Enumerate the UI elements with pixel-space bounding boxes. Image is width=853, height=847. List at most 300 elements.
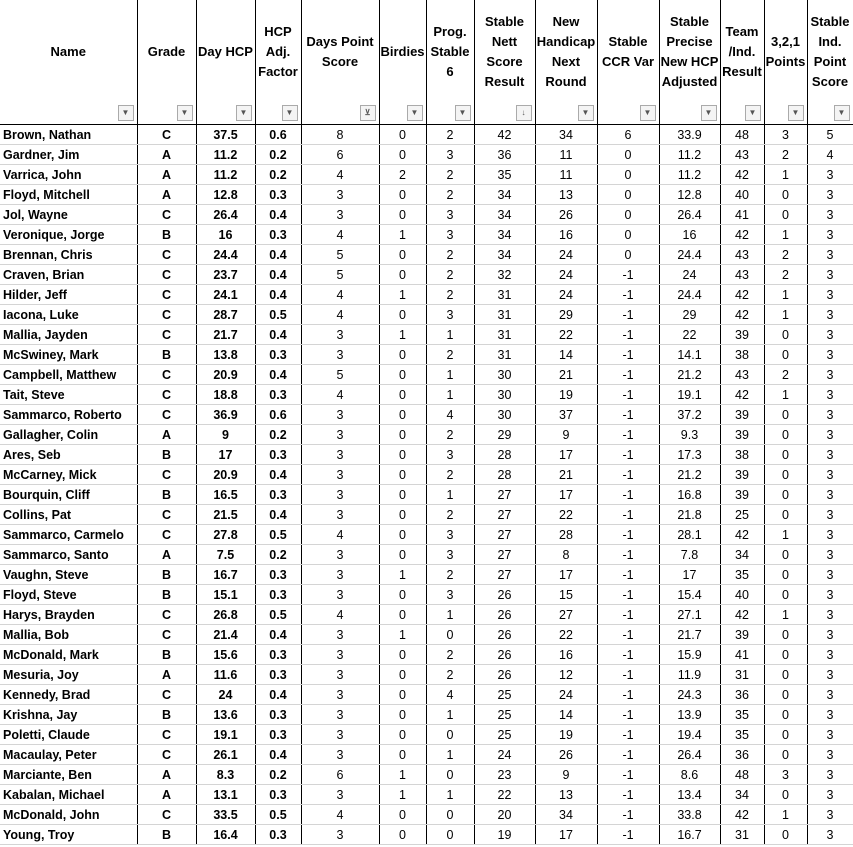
- table-cell[interactable]: 25: [474, 705, 535, 725]
- table-cell[interactable]: 41: [720, 205, 764, 225]
- table-cell[interactable]: 21.7: [196, 325, 255, 345]
- table-cell[interactable]: 20: [474, 805, 535, 825]
- table-cell[interactable]: 27: [474, 545, 535, 565]
- table-cell[interactable]: 3: [807, 785, 853, 805]
- table-cell[interactable]: 0.4: [255, 625, 301, 645]
- table-cell[interactable]: 0: [379, 505, 426, 525]
- table-cell[interactable]: 21.2: [659, 365, 720, 385]
- table-cell[interactable]: 0.3: [255, 345, 301, 365]
- table-cell[interactable]: 39: [720, 425, 764, 445]
- table-cell[interactable]: 37.5: [196, 125, 255, 145]
- table-cell[interactable]: 0.2: [255, 425, 301, 445]
- table-cell[interactable]: 0: [764, 485, 807, 505]
- table-cell[interactable]: 5: [807, 125, 853, 145]
- table-cell[interactable]: 6: [597, 125, 659, 145]
- table-cell[interactable]: 0: [379, 725, 426, 745]
- table-cell[interactable]: 28: [474, 465, 535, 485]
- dropdown-icon[interactable]: ▼: [407, 105, 423, 121]
- player-name-cell[interactable]: Sammarco, Santo: [0, 545, 137, 565]
- table-cell[interactable]: 3: [807, 725, 853, 745]
- table-cell[interactable]: 0.5: [255, 305, 301, 325]
- table-cell[interactable]: 3: [807, 365, 853, 385]
- table-cell[interactable]: 3: [807, 225, 853, 245]
- table-cell[interactable]: 42: [720, 385, 764, 405]
- table-cell[interactable]: 0: [764, 325, 807, 345]
- table-cell[interactable]: 0.3: [255, 585, 301, 605]
- table-cell[interactable]: 0: [379, 525, 426, 545]
- table-cell[interactable]: 0.5: [255, 525, 301, 545]
- table-cell[interactable]: 43: [720, 265, 764, 285]
- table-cell[interactable]: -1: [597, 325, 659, 345]
- table-cell[interactable]: 30: [474, 365, 535, 385]
- table-cell[interactable]: 17: [535, 445, 597, 465]
- table-cell[interactable]: 3: [301, 505, 379, 525]
- table-cell[interactable]: 3: [301, 485, 379, 505]
- table-cell[interactable]: 11: [535, 145, 597, 165]
- table-cell[interactable]: 3: [426, 225, 474, 245]
- dropdown-icon[interactable]: ▼: [236, 105, 252, 121]
- table-cell[interactable]: 0: [764, 645, 807, 665]
- table-cell[interactable]: 17: [535, 485, 597, 505]
- table-cell[interactable]: 24.4: [659, 285, 720, 305]
- table-cell[interactable]: 39: [720, 625, 764, 645]
- table-cell[interactable]: B: [137, 345, 196, 365]
- table-cell[interactable]: 0: [764, 445, 807, 465]
- table-cell[interactable]: 3: [807, 465, 853, 485]
- table-cell[interactable]: 19.1: [196, 725, 255, 745]
- table-cell[interactable]: 3: [301, 465, 379, 485]
- table-cell[interactable]: 1: [379, 765, 426, 785]
- table-cell[interactable]: B: [137, 225, 196, 245]
- table-cell[interactable]: 3: [301, 545, 379, 565]
- table-cell[interactable]: 3: [301, 565, 379, 585]
- player-name-cell[interactable]: Floyd, Steve: [0, 585, 137, 605]
- table-cell[interactable]: 0.5: [255, 605, 301, 625]
- dropdown-icon[interactable]: ▼: [578, 105, 594, 121]
- table-cell[interactable]: 16: [196, 225, 255, 245]
- table-cell[interactable]: A: [137, 545, 196, 565]
- table-cell[interactable]: 0: [379, 705, 426, 725]
- table-cell[interactable]: 2: [426, 125, 474, 145]
- table-cell[interactable]: 2: [379, 165, 426, 185]
- table-cell[interactable]: C: [137, 325, 196, 345]
- table-cell[interactable]: -1: [597, 465, 659, 485]
- table-cell[interactable]: B: [137, 705, 196, 725]
- table-cell[interactable]: 3: [301, 825, 379, 845]
- table-cell[interactable]: 0.4: [255, 745, 301, 765]
- table-cell[interactable]: 42: [720, 805, 764, 825]
- table-cell[interactable]: 0.4: [255, 365, 301, 385]
- table-cell[interactable]: 3: [807, 765, 853, 785]
- table-cell[interactable]: 19.4: [659, 725, 720, 745]
- table-cell[interactable]: 18.8: [196, 385, 255, 405]
- table-cell[interactable]: 34: [474, 205, 535, 225]
- table-cell[interactable]: 27.8: [196, 525, 255, 545]
- table-cell[interactable]: 1: [764, 165, 807, 185]
- table-cell[interactable]: 2: [426, 265, 474, 285]
- table-cell[interactable]: 27: [474, 505, 535, 525]
- table-cell[interactable]: C: [137, 625, 196, 645]
- table-cell[interactable]: 7.5: [196, 545, 255, 565]
- player-name-cell[interactable]: Mesuria, Joy: [0, 665, 137, 685]
- dropdown-icon[interactable]: ▼: [745, 105, 761, 121]
- table-cell[interactable]: 3: [301, 725, 379, 745]
- table-cell[interactable]: 0.4: [255, 245, 301, 265]
- table-cell[interactable]: 14: [535, 345, 597, 365]
- table-cell[interactable]: 3: [301, 585, 379, 605]
- table-cell[interactable]: 3: [807, 325, 853, 345]
- table-cell[interactable]: 1: [764, 285, 807, 305]
- table-cell[interactable]: 42: [720, 525, 764, 545]
- table-cell[interactable]: 16.4: [196, 825, 255, 845]
- table-cell[interactable]: 0: [379, 745, 426, 765]
- table-cell[interactable]: -1: [597, 525, 659, 545]
- table-cell[interactable]: 0.3: [255, 445, 301, 465]
- table-cell[interactable]: 35: [720, 725, 764, 745]
- table-cell[interactable]: C: [137, 805, 196, 825]
- table-cell[interactable]: -1: [597, 405, 659, 425]
- table-cell[interactable]: 1: [379, 285, 426, 305]
- table-cell[interactable]: 29: [474, 425, 535, 445]
- table-cell[interactable]: 27: [535, 605, 597, 625]
- table-cell[interactable]: 0: [597, 165, 659, 185]
- table-cell[interactable]: 24.1: [196, 285, 255, 305]
- table-cell[interactable]: 29: [535, 305, 597, 325]
- table-cell[interactable]: 2: [426, 565, 474, 585]
- table-cell[interactable]: 3: [807, 545, 853, 565]
- table-cell[interactable]: 3: [301, 705, 379, 725]
- player-name-cell[interactable]: Ares, Seb: [0, 445, 137, 465]
- table-cell[interactable]: C: [137, 365, 196, 385]
- table-cell[interactable]: 17: [535, 825, 597, 845]
- table-cell[interactable]: 3: [807, 485, 853, 505]
- table-cell[interactable]: C: [137, 605, 196, 625]
- table-cell[interactable]: 0.3: [255, 225, 301, 245]
- table-cell[interactable]: 28.1: [659, 525, 720, 545]
- table-cell[interactable]: 3: [807, 525, 853, 545]
- table-cell[interactable]: 0.4: [255, 465, 301, 485]
- table-cell[interactable]: 0: [379, 405, 426, 425]
- table-cell[interactable]: 27.1: [659, 605, 720, 625]
- table-cell[interactable]: -1: [597, 505, 659, 525]
- table-cell[interactable]: 22: [659, 325, 720, 345]
- table-cell[interactable]: 0.6: [255, 125, 301, 145]
- table-cell[interactable]: 4: [301, 305, 379, 325]
- table-cell[interactable]: 0: [764, 465, 807, 485]
- table-cell[interactable]: 1: [426, 485, 474, 505]
- table-cell[interactable]: 3: [301, 185, 379, 205]
- table-cell[interactable]: 21.5: [196, 505, 255, 525]
- table-cell[interactable]: 26.4: [659, 205, 720, 225]
- table-cell[interactable]: 42: [474, 125, 535, 145]
- table-cell[interactable]: 1: [764, 385, 807, 405]
- table-cell[interactable]: 11.2: [659, 165, 720, 185]
- table-cell[interactable]: 1: [379, 625, 426, 645]
- table-cell[interactable]: 3: [426, 145, 474, 165]
- table-cell[interactable]: 3: [807, 245, 853, 265]
- table-cell[interactable]: 21.7: [659, 625, 720, 645]
- table-cell[interactable]: C: [137, 285, 196, 305]
- table-cell[interactable]: 13.8: [196, 345, 255, 365]
- player-name-cell[interactable]: Mallia, Bob: [0, 625, 137, 645]
- table-cell[interactable]: 0: [764, 425, 807, 445]
- table-cell[interactable]: -1: [597, 645, 659, 665]
- player-name-cell[interactable]: Sammarco, Carmelo: [0, 525, 137, 545]
- table-cell[interactable]: 23.7: [196, 265, 255, 285]
- table-cell[interactable]: -1: [597, 685, 659, 705]
- table-cell[interactable]: 1: [764, 605, 807, 625]
- table-cell[interactable]: 34: [535, 805, 597, 825]
- table-cell[interactable]: 0.4: [255, 265, 301, 285]
- table-cell[interactable]: 11: [535, 165, 597, 185]
- dropdown-icon[interactable]: ▼: [177, 105, 193, 121]
- table-cell[interactable]: -1: [597, 605, 659, 625]
- table-cell[interactable]: 38: [720, 445, 764, 465]
- table-cell[interactable]: 11.2: [196, 165, 255, 185]
- table-cell[interactable]: 3: [426, 305, 474, 325]
- table-cell[interactable]: B: [137, 445, 196, 465]
- table-cell[interactable]: 31: [720, 825, 764, 845]
- player-name-cell[interactable]: McCarney, Mick: [0, 465, 137, 485]
- player-name-cell[interactable]: Veronique, Jorge: [0, 225, 137, 245]
- table-cell[interactable]: -1: [597, 385, 659, 405]
- table-cell[interactable]: 26.1: [196, 745, 255, 765]
- table-cell[interactable]: 0: [379, 425, 426, 445]
- table-cell[interactable]: 19: [535, 385, 597, 405]
- player-name-cell[interactable]: Krishna, Jay: [0, 705, 137, 725]
- table-cell[interactable]: 2: [426, 505, 474, 525]
- table-cell[interactable]: 24: [535, 685, 597, 705]
- dropdown-icon[interactable]: ▼: [701, 105, 717, 121]
- table-cell[interactable]: 0: [379, 545, 426, 565]
- player-name-cell[interactable]: Marciante, Ben: [0, 765, 137, 785]
- table-cell[interactable]: 0: [764, 665, 807, 685]
- table-cell[interactable]: 26.4: [659, 745, 720, 765]
- table-cell[interactable]: 0.6: [255, 405, 301, 425]
- table-cell[interactable]: 25: [474, 725, 535, 745]
- table-cell[interactable]: -1: [597, 545, 659, 565]
- table-cell[interactable]: 31: [474, 285, 535, 305]
- table-cell[interactable]: 0: [426, 765, 474, 785]
- table-cell[interactable]: 0: [379, 485, 426, 505]
- table-cell[interactable]: 3: [426, 545, 474, 565]
- table-cell[interactable]: B: [137, 825, 196, 845]
- table-cell[interactable]: -1: [597, 305, 659, 325]
- table-cell[interactable]: 0.4: [255, 505, 301, 525]
- table-cell[interactable]: 0.3: [255, 705, 301, 725]
- table-cell[interactable]: 0: [379, 145, 426, 165]
- table-cell[interactable]: 2: [764, 365, 807, 385]
- table-cell[interactable]: 26: [474, 645, 535, 665]
- table-cell[interactable]: 0: [426, 825, 474, 845]
- table-cell[interactable]: -1: [597, 725, 659, 745]
- table-cell[interactable]: 38: [720, 345, 764, 365]
- table-cell[interactable]: 3: [807, 645, 853, 665]
- table-cell[interactable]: -1: [597, 445, 659, 465]
- table-cell[interactable]: 0: [426, 625, 474, 645]
- table-cell[interactable]: 35: [720, 705, 764, 725]
- table-cell[interactable]: -1: [597, 745, 659, 765]
- table-cell[interactable]: 0.3: [255, 665, 301, 685]
- table-cell[interactable]: 1: [426, 745, 474, 765]
- table-cell[interactable]: 0: [426, 805, 474, 825]
- table-cell[interactable]: 0: [764, 345, 807, 365]
- player-name-cell[interactable]: Sammarco, Roberto: [0, 405, 137, 425]
- player-name-cell[interactable]: McDonald, John: [0, 805, 137, 825]
- table-cell[interactable]: A: [137, 765, 196, 785]
- table-cell[interactable]: 22: [535, 625, 597, 645]
- table-cell[interactable]: 3: [301, 205, 379, 225]
- table-cell[interactable]: 24: [535, 285, 597, 305]
- table-cell[interactable]: -1: [597, 625, 659, 645]
- table-cell[interactable]: 34: [474, 245, 535, 265]
- table-cell[interactable]: 13.6: [196, 705, 255, 725]
- table-cell[interactable]: B: [137, 565, 196, 585]
- table-cell[interactable]: 26: [474, 665, 535, 685]
- table-cell[interactable]: 0.2: [255, 165, 301, 185]
- table-cell[interactable]: 24.3: [659, 685, 720, 705]
- table-cell[interactable]: 12.8: [659, 185, 720, 205]
- table-cell[interactable]: -1: [597, 765, 659, 785]
- table-cell[interactable]: 0: [764, 725, 807, 745]
- table-cell[interactable]: 0: [764, 585, 807, 605]
- table-cell[interactable]: C: [137, 465, 196, 485]
- table-cell[interactable]: 1: [379, 785, 426, 805]
- table-cell[interactable]: 26.8: [196, 605, 255, 625]
- table-cell[interactable]: 2: [764, 245, 807, 265]
- table-cell[interactable]: A: [137, 425, 196, 445]
- table-cell[interactable]: B: [137, 585, 196, 605]
- table-cell[interactable]: 3: [807, 445, 853, 465]
- table-cell[interactable]: 0.2: [255, 145, 301, 165]
- table-cell[interactable]: C: [137, 265, 196, 285]
- table-cell[interactable]: 17: [196, 445, 255, 465]
- table-cell[interactable]: 8.6: [659, 765, 720, 785]
- table-cell[interactable]: 0: [764, 185, 807, 205]
- table-cell[interactable]: 19: [474, 825, 535, 845]
- table-cell[interactable]: 20.9: [196, 465, 255, 485]
- table-cell[interactable]: 16.7: [196, 565, 255, 585]
- table-cell[interactable]: 15: [535, 585, 597, 605]
- table-cell[interactable]: 5: [301, 365, 379, 385]
- table-cell[interactable]: 37: [535, 405, 597, 425]
- table-cell[interactable]: 26: [535, 745, 597, 765]
- table-cell[interactable]: A: [137, 165, 196, 185]
- dropdown-icon[interactable]: ▼: [455, 105, 471, 121]
- table-cell[interactable]: 4: [301, 525, 379, 545]
- table-cell[interactable]: 23: [474, 765, 535, 785]
- table-cell[interactable]: 3: [301, 445, 379, 465]
- dropdown-icon[interactable]: ▼: [282, 105, 298, 121]
- table-cell[interactable]: 42: [720, 225, 764, 245]
- table-cell[interactable]: 5: [301, 265, 379, 285]
- player-name-cell[interactable]: Vaughn, Steve: [0, 565, 137, 585]
- table-cell[interactable]: 3: [301, 745, 379, 765]
- table-cell[interactable]: 3: [426, 445, 474, 465]
- table-cell[interactable]: 0: [764, 205, 807, 225]
- table-cell[interactable]: -1: [597, 345, 659, 365]
- table-cell[interactable]: 16.5: [196, 485, 255, 505]
- table-cell[interactable]: 1: [379, 325, 426, 345]
- table-cell[interactable]: 3: [301, 345, 379, 365]
- table-cell[interactable]: 11.2: [196, 145, 255, 165]
- table-cell[interactable]: 30: [474, 385, 535, 405]
- dropdown-icon[interactable]: ▼: [118, 105, 134, 121]
- table-cell[interactable]: 4: [301, 165, 379, 185]
- table-cell[interactable]: 0: [379, 645, 426, 665]
- table-cell[interactable]: 7.8: [659, 545, 720, 565]
- table-cell[interactable]: 35: [474, 165, 535, 185]
- table-cell[interactable]: 4: [301, 385, 379, 405]
- table-cell[interactable]: 1: [764, 305, 807, 325]
- table-cell[interactable]: B: [137, 645, 196, 665]
- table-cell[interactable]: -1: [597, 285, 659, 305]
- table-cell[interactable]: 26: [474, 585, 535, 605]
- table-cell[interactable]: 0.5: [255, 805, 301, 825]
- table-cell[interactable]: 36: [474, 145, 535, 165]
- table-cell[interactable]: 42: [720, 165, 764, 185]
- table-cell[interactable]: 41: [720, 645, 764, 665]
- table-cell[interactable]: 39: [720, 485, 764, 505]
- table-cell[interactable]: 43: [720, 145, 764, 165]
- table-cell[interactable]: 0: [764, 825, 807, 845]
- table-cell[interactable]: 3: [764, 765, 807, 785]
- table-cell[interactable]: 0: [379, 605, 426, 625]
- table-cell[interactable]: 0.3: [255, 485, 301, 505]
- table-cell[interactable]: 0: [379, 125, 426, 145]
- table-cell[interactable]: 5: [301, 245, 379, 265]
- table-cell[interactable]: 3: [301, 645, 379, 665]
- table-cell[interactable]: 1: [764, 525, 807, 545]
- table-cell[interactable]: -1: [597, 705, 659, 725]
- table-cell[interactable]: 3: [807, 165, 853, 185]
- player-name-cell[interactable]: Hilder, Jeff: [0, 285, 137, 305]
- table-cell[interactable]: 22: [535, 505, 597, 525]
- table-cell[interactable]: 6: [301, 145, 379, 165]
- table-cell[interactable]: 2: [426, 185, 474, 205]
- table-cell[interactable]: 24: [474, 745, 535, 765]
- table-cell[interactable]: 13: [535, 785, 597, 805]
- table-cell[interactable]: 2: [426, 285, 474, 305]
- table-cell[interactable]: 1: [426, 385, 474, 405]
- table-cell[interactable]: 48: [720, 765, 764, 785]
- table-cell[interactable]: 3: [807, 285, 853, 305]
- player-name-cell[interactable]: Varrica, John: [0, 165, 137, 185]
- player-name-cell[interactable]: Tait, Steve: [0, 385, 137, 405]
- table-cell[interactable]: 42: [720, 605, 764, 625]
- player-name-cell[interactable]: Brown, Nathan: [0, 125, 137, 145]
- player-name-cell[interactable]: Floyd, Mitchell: [0, 185, 137, 205]
- table-cell[interactable]: 0.3: [255, 825, 301, 845]
- table-cell[interactable]: 21: [535, 365, 597, 385]
- table-cell[interactable]: 24.4: [659, 245, 720, 265]
- table-cell[interactable]: 16: [535, 645, 597, 665]
- table-cell[interactable]: 6: [301, 765, 379, 785]
- sort-descending-icon[interactable]: ↓: [516, 105, 532, 121]
- table-cell[interactable]: 0: [764, 565, 807, 585]
- table-cell[interactable]: 0.3: [255, 785, 301, 805]
- table-cell[interactable]: 2: [764, 265, 807, 285]
- table-cell[interactable]: 14: [535, 705, 597, 725]
- table-cell[interactable]: 22: [535, 325, 597, 345]
- table-cell[interactable]: 28.7: [196, 305, 255, 325]
- table-cell[interactable]: C: [137, 305, 196, 325]
- table-cell[interactable]: 22: [474, 785, 535, 805]
- table-cell[interactable]: 9: [196, 425, 255, 445]
- table-cell[interactable]: 29: [659, 305, 720, 325]
- table-cell[interactable]: 13.4: [659, 785, 720, 805]
- table-cell[interactable]: 2: [426, 245, 474, 265]
